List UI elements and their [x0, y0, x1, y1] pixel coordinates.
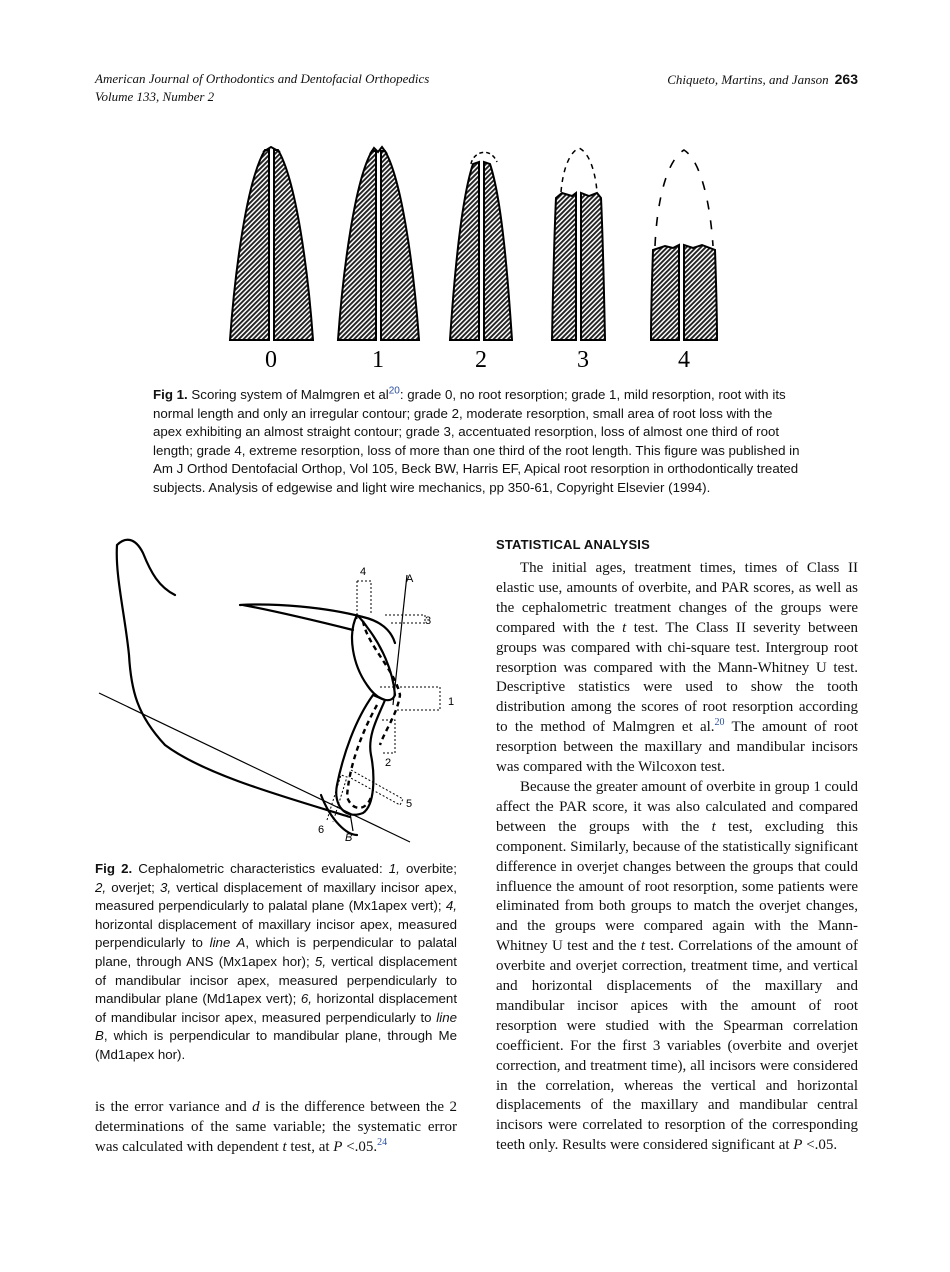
label-a: A	[406, 573, 414, 585]
caption-text: horizontal displacement of maxillary incisor apex, measured perpendicularly to	[95, 916, 457, 951]
body-text: <.05.	[802, 1137, 838, 1154]
running-header-right	[667, 70, 858, 89]
caption-item-1: 1,	[388, 861, 400, 876]
section-heading: STATISTICAL ANALYSIS	[496, 537, 650, 552]
measure-1	[380, 687, 440, 710]
figure-1-caption-label: Fig 1.	[153, 387, 188, 402]
grade-label-0: 0	[265, 347, 277, 373]
reference-link-20[interactable]: 20	[388, 385, 400, 397]
caption-item-5: 5,	[314, 953, 327, 969]
caption-line-a: line A	[209, 935, 246, 951]
body-text: <.05.	[342, 1139, 378, 1155]
body-var-p: P	[333, 1139, 343, 1155]
caption-item-6: 6,	[300, 991, 312, 1007]
reference-link-20[interactable]: 20	[714, 717, 725, 729]
mandible-outline	[117, 540, 350, 817]
caption-item-2: 2,	[95, 879, 107, 895]
tooth-grade-4	[651, 150, 717, 340]
page-number: 263	[834, 71, 858, 87]
body-var-t: t	[711, 818, 716, 835]
statistical-analysis-section	[496, 537, 858, 1156]
label-b: B	[345, 832, 353, 844]
body-var-t: t	[622, 619, 627, 636]
grade-label-2: 2	[475, 347, 487, 373]
tooth-grade-0	[230, 147, 313, 340]
caption-text: vertical displacement of mandibular incisor apex, measured perpendicularly to mandibular plane (Md1apex vert);	[95, 953, 457, 1007]
figure-1-caption-text: Scoring system of Malmgren et al	[187, 387, 389, 402]
body-text: test. The Class II severity between groups was compared with chi-square test. Intergroup root resorption was compared with the Mann-Whitney U test. Descriptive statistics were used to show the tooth distribution among the scores of root resorption according to the method of Malmgren et al.	[496, 619, 858, 736]
body-text: test, at	[286, 1139, 334, 1155]
paragraph-1	[496, 559, 858, 778]
journal-volume: Volume 133, Number 2	[95, 89, 215, 104]
body-text: is the error variance and	[95, 1099, 253, 1115]
body-var-d: d	[252, 1099, 260, 1115]
caption-text: horizontal displacement of mandibular incisor apex, measured perpendicularly to	[95, 991, 458, 1025]
caption-text: overjet;	[106, 879, 161, 895]
figure-2-caption-label: Fig 2.	[95, 861, 133, 876]
figure-1-caption-text-cont: : grade 0, no root resorption; grade 1, mild resorption, root with its normal length and only an irregular contour; grade 2, moderate resorption, small area of root loss with the apex exhibiting an almost straight contour; grade 3, accentuated resorption, loss of almost one third of root length; grade 4, extreme resorption, loss of more than one third of the root length. This figure was published in Am J Orthod Dentofacial Orthop, Vol 105, Beck BW, Harris EF, Apical root resorption in orthodontically treated subjects. Analysis of edgewise and light wire mechanics, pp 350-61, Copyright Elsevier (1994).	[153, 387, 800, 495]
measure-3	[385, 615, 425, 623]
tooth-grade-2	[450, 152, 512, 340]
body-text: test. Correlations of the amount of overbite and overjet correction, treatment time, and vertical and horizontal displacements of the maxillary and mandibular incisor apices with the amount of root resorption were studied with the Spearman correlation coefficient. For the first 3 variables (overbite and overjet correction, and treatment time), all incisors were considered in the correlation, whereas the vertical and horizontal displacements of the maxillary and mandibular central incisors were correlated to resorption of the corresponding teeth only. Results were considered significant at	[496, 938, 859, 1154]
label-4: 4	[360, 566, 367, 578]
body-var-p: P	[793, 1137, 803, 1154]
running-authors: Chiqueto, Martins, and Janson	[667, 72, 829, 87]
caption-text: , which is perpendicular to palatal plane, through ANS (Mx1apex hor);	[95, 935, 457, 969]
figure-2-cephalometric-diagram	[95, 535, 465, 845]
label-1: 1	[448, 696, 455, 708]
mandibular-incisor	[336, 695, 385, 815]
body-var-t: t	[640, 938, 646, 955]
figure-2-caption	[95, 860, 457, 1065]
left-column-body-text	[95, 1097, 457, 1157]
caption-text: Cephalometric characteristics evaluated:	[132, 861, 389, 876]
caption-text: vertical displacement of maxillary incisor apex, measured perpendicularly to palatal plane (Mx1apex vert);	[95, 879, 457, 914]
caption-text: overbite;	[399, 861, 457, 876]
caption-line-b: line B	[95, 1009, 457, 1044]
figure-1-caption	[153, 386, 803, 498]
figure-1-resorption-grades	[225, 140, 735, 375]
caption-item-4: 4,	[445, 898, 457, 914]
measure-5	[349, 770, 403, 805]
body-text: test, excluding this component. Similarly, because of the statistically significant difference in overjet changes between the groups that could influence the amount of root resorption, some patients were eliminated from both groups to match the overjet changes, and the groups were compared again with the Mann-Whitney U test and the	[496, 818, 858, 955]
caption-item-3: 3,	[160, 879, 172, 895]
grade-label-1: 1	[372, 347, 384, 373]
body-text: Because the greater amount of overbite in group 1 could affect the PAR score, it was also calculated and compared between the groups with the	[496, 778, 858, 835]
body-text: The amount of root resorption between the maxillary and mandibular incisors was compared with the Wilcoxon test.	[496, 719, 858, 776]
body-text: is the difference between the 2 determinations of the same variable; the systematic error was calculated with dependent	[95, 1099, 457, 1155]
grade-label-3: 3	[577, 347, 589, 373]
tooth-grade-1	[338, 147, 419, 340]
paragraph-2	[496, 778, 858, 1156]
journal-title: American Journal of Orthodontics and Dentofacial Orthopedics	[95, 71, 430, 86]
label-3: 3	[425, 615, 432, 627]
reference-link-24[interactable]: 24	[377, 1137, 388, 1148]
mandibular-plane-line	[99, 693, 413, 842]
label-5: 5	[406, 798, 413, 810]
body-var-t: t	[282, 1139, 287, 1155]
caption-text: , which is perpendicular to mandibular plane, through Me (Md1apex hor).	[95, 1028, 457, 1062]
running-header-left	[95, 70, 429, 106]
label-6: 6	[318, 824, 325, 836]
label-2: 2	[385, 757, 392, 769]
grade-label-4: 4	[678, 347, 690, 373]
palate-outline	[240, 605, 395, 644]
body-text: The initial ages, treatment times, times of Class II elastic use, amounts of overbite, and PAR scores, as well as the cephalometric treatment changes of the groups were compared with the	[496, 560, 858, 636]
tooth-grade-3	[552, 148, 605, 340]
